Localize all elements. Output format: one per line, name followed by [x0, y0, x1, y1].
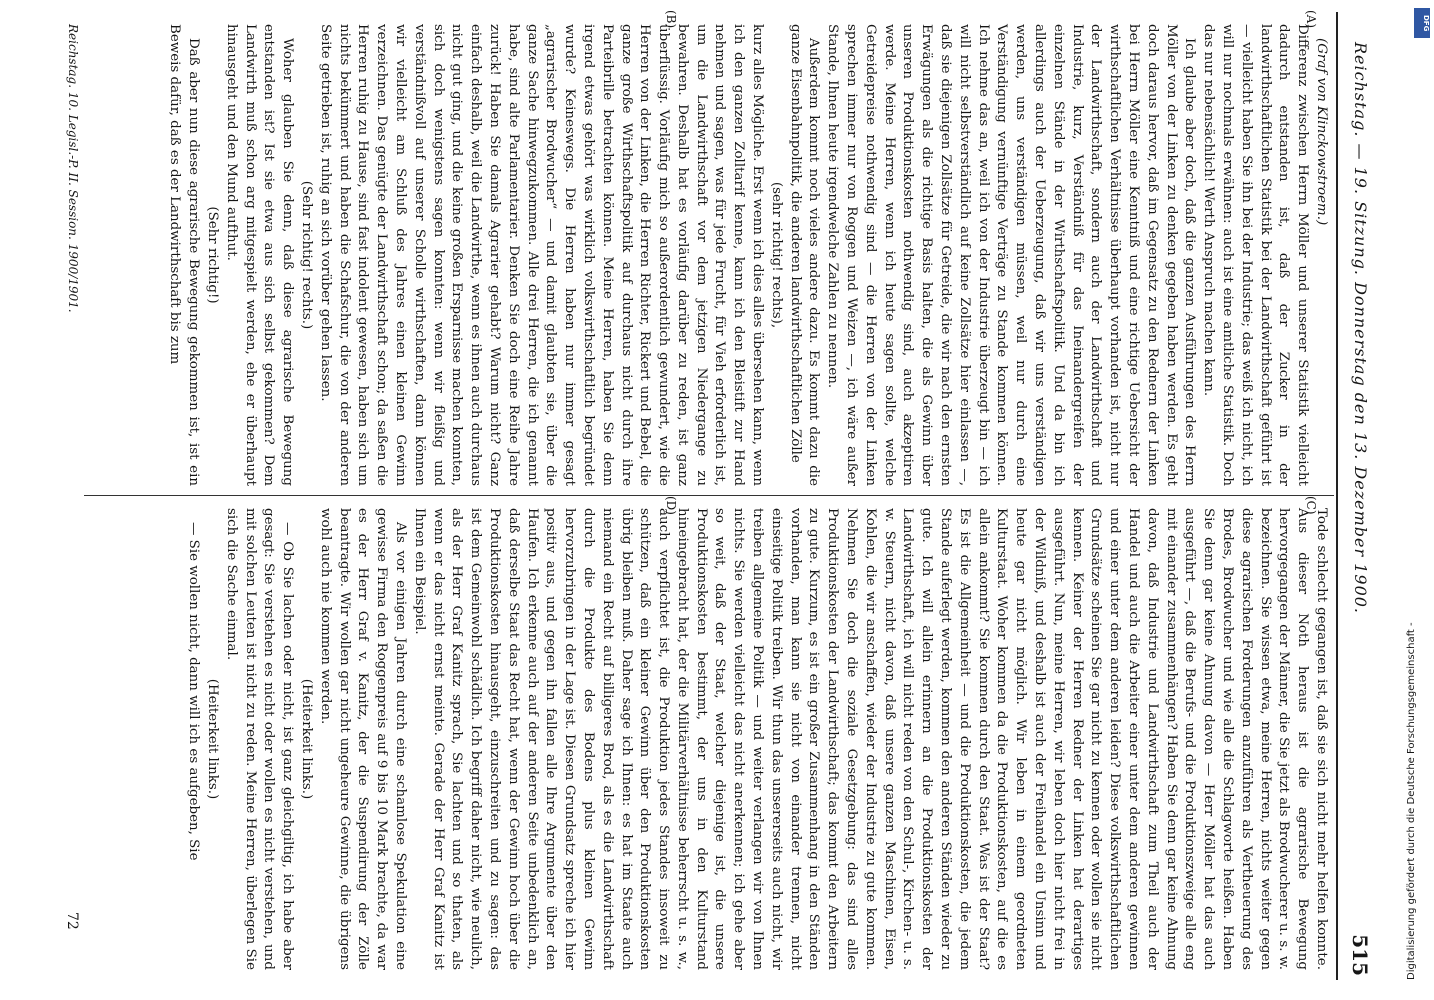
- footer-session-info: Reichstag. 10. Legisl.-P. II. Session. 1900/1901.: [66, 24, 80, 313]
- paragraph: Als vor einigen Jahren durch eine schamlose Spekulation eine gewisse Firma den Roggenpreis auf 9 bis 10 Mark brachte, da war es der Herr Graf v. Kanitz, der die Suspendirung der Zölle beantragte. Wir wollen gar nicht ungeheure Gewinne, die übrigens wohl auch nie kommen werden.: [317, 508, 408, 970]
- interjection: (Heiterkeit links.): [298, 678, 314, 800]
- paragraph: Differenz zwischen Herrn Möller und unserer Statistik vielleicht dadurch entstanden ist, daß der Zucker in der landwirthschaftlichen Statistik bei der Landwirthschaft geführt ist — vielleicht haben Sie ihn bei der Industrie; das weiß ich nicht, ich will nur nochmals erwähnen: auch ist eine amtliche Statistik. Doch das nur nebensächlich! Werth Anspruch machen kann.: [1201, 24, 1311, 486]
- margin-mark-c: (C): [1304, 496, 1318, 515]
- margin-mark-b: (B): [664, 10, 678, 29]
- right-column: [183, 508, 1330, 970]
- interjection: (sehr richtig! rechts),: [768, 181, 784, 329]
- dfg-credit-line: Digitalisierung gefördert durch die Deutsche Forschungsgemeinschaft -: [1406, 622, 1417, 980]
- paragraph: kurz alles Mögliche. Erst wenn ich dies alles übersehen kann, wenn ich den ganzen Zolltarif kenne, kann ich den Bleistift zur Hand nehmen und sagen, was für jede Frucht, für Vieh erforderlich ist, um die Landwirthschaft vor dem jetzigen Niedergange zu bewahren. Deshalb hat es vorläufig darüber zu reden, ist ganz überflüssig. Vorläufig mich so außerordentlich gewundert, wie die Herren von der Linken, die Herren Richter, Rickert und Bebel, die ganze große Wirthschaftspolitik auf durchaus nicht durch ihre Parteibrille betrachten können. Meine Herren, haben Sie denn irgend etwas gehört was wirklich volkswirthschaftlich begründet wurde? Keineswegs. Die Herren haben nur immer gesagt „agrarischer Brodwucher“ — und damit glaubten sie, über die ganze Sache hinwegzukommen. Alle drei Herren, die ich genannt habe, sind alte Parlamentarier. Denken Sie doch eine Reihe Jahre zurück! Haben Sie damals Agrarier gehabt? Warum nicht? Ganz einfach deshalb, weil die Landwirthe, wenn es ihnen auch durchaus nicht gut ging, und die keine großen Ersparnisse machen konnten, sich doch wenigstens sagen konnten: wenn wir fleißig und verständnißvoll auf unserer Scholle wirthschaften, dann können wir vielleicht am Schluß des Jahres einen kleinen Gewinn verzeichnen. Das genügte der Landwirthschaft schon; da saßen die Herren ruhig zu Hause, sind fast indolent gewesen, haben sich um nichts bekümmert und haben die Schafschur, die von der anderen Seite getrieben ist, ruhig an sich vorüber gehen lassen.: [317, 24, 766, 486]
- rotated-page-content: [33, 12, 1378, 980]
- paragraph: Woher glauben Sie denn, daß diese agrarische Bewegung entstanden ist? Ist sie etwa aus sich selbst gekommen? Dem Landwirth muß schon arg mitgespielt werden, ehe er überhaupt hinausgeht und den Mund aufthut.: [223, 24, 296, 486]
- running-head: Reichstag. — 19. Sitzung. Donnerstag den 13. Dezember 1900.: [1351, 42, 1370, 615]
- paragraph: Daß aber nun diese agrarische Bewegung gekommen ist, ist ein Beweis dafür, daß es der Landwirthschaft bis zum: [167, 24, 202, 486]
- paragraph: — Ob Sie lachen oder nicht, ist ganz gleichgiltig, ich habe aber gesagt: Sie verstehen es nicht oder wollen es nicht verstehen, und mit solchen Leuten ist nicht zu reden. Meine Herren, überlegen Sie sich die Sache einmal.: [223, 508, 296, 970]
- dfg-logo: DFG: [1414, 8, 1430, 38]
- interjection: (Heiterkeit links.): [204, 678, 220, 800]
- signature-number: 72: [64, 912, 80, 930]
- speaker-label: (Graf von Klinckowstroem.): [1314, 38, 1329, 226]
- margin-mark-a: (A): [1304, 10, 1318, 29]
- left-column: [165, 24, 1330, 486]
- page-number: 515: [1348, 934, 1372, 976]
- margin-mark-d: (D): [664, 496, 678, 515]
- paragraph: Ich glaube aber doch, daß die ganzen Ausführungen des Herrn Möller von der Linken zu denken gegeben haben werden. Es geht doch daraus hervor, daß im Gegensatz zu den Rednern der Linken bei Herrn Möller eine Kenntniß und eine richtige Uebersicht der wirthschaftlichen Verhältnisse überhaupt vorhanden ist, nicht nur der Landwirthschaft, sondern auch der Landwirthschaft und Industrie, kurz, Verständniß für das Ineinandergreifen der einzelnen Stände in der Wirthschaftspolitik. Und da bin ich allerdings auch der Ueberzeugung, daß wir uns verständigen werden, uns verständigen müssen, weil nur durch eine Verständigung vernünftige Verträge zu Stande kommen können. Ich nehme das an, weil ich von der Industrie überzeugt bin — ich will nicht selbstverständlich auf keine Zollsätze hier einlassen —, daß sie diejenigen Zollsätze für Getreide, die wir nach den ernsten Erwägungen als die richtige Basis halten, die als Gewinn über unseren Produktionskosten nothwendig sind, auch akzeptiren werde. Meine Herren, wenn ich heute sagen sollte, welche Getreidepreise nothwendig sind — die Herren von der Linken sprechen immer nur von Roggen und Weizen —, ich wäre außer Stande, Ihnen heute irgendwelche Zahlen zu nennen.: [825, 24, 1198, 486]
- header-rule: [1336, 12, 1338, 980]
- paragraph: — Sie wollen nicht, dann will ich es aufgeben, Sie: [186, 522, 202, 861]
- paragraph: Tode schlecht gegangen ist, daß sie sich nicht mehr helfen konnte. Aus dieser Noth heraus ist die agrarische Bewegung hervorgegangen der Männer, die Sie jetzt als Brodwucherer u. s. w. bezeichnen. Sie wissen etwa, meine Herren, nichts weiter gegen diese agrarischen Forderungen anzuführen als Vertheuerung des Brodes, Brodwucher und wie alle die Schlagworte heißen. Haben Sie denn gar keine Ahnung davon — Herr Möller hat das auch ausgeführt —, daß die Berufs- und die Produktionszweige alle eng mit einander zusammenhängen? Haben Sie denn gar keine Ahnung davon, daß Industrie und Landwirthschaft zum Theil auch der Handel und auch die Arbeiter einer unter dem anderen gewinnen und einer unter dem anderen leiden? Diese volkswirthschaftlichen Grundsätze scheinen Sie gar nicht zu kennen oder wollen sie nicht kennen. Keiner der Herren Redner der Linken hat derartiges ausgeführt. Nun, meine Herren, wir leben doch hier nicht frei in der Wildniß, und deshalb ist auch der Freihandel ein Unsinn und heute gar nicht möglich. Wir leben in einem geordneten Kulturstaat. Woher kommen da die Produktionskosten, auf die es allein ankommt? Sie kommen durch den Staat. Was ist der Staat? Es ist die Allgemeinheit — und die Produktionskosten, die jedem Stande auferlegt werden, kommen den anderen Ständen wieder zu gute. Ich will allein erinnern an die Produktionskosten der Landwirthschaft, ich will nicht reden von den Schul-, Kirchen- u. s. w. Steuern, nicht davon, daß unsere ganzen Maschinen, Eisen, Kohlen, die wir anschaffen, wieder der Industrie zu gute kommen. Nehmen Sie doch die soziale Gesetzgebung: das sind alles Produktionskosten der Landwirthschaft; das kommt den Arbeitern zu gute. Kurzum, es ist ein großer Zusammenhang in den Ständen vorhanden, man kann sie nicht von einander trennen, nicht einseitige Politik treiben. Wir thun das unsererseits auch nicht, wir treiben allgemeine Politik — und weiter verlangen wir von Ihnen nichts. Sie werden vielleicht das nicht anerkennen; ich gehe aber so weit, daß der Staat, welcher diejenige ist, die unsere Produktionskosten bestimmt, der uns in den Kulturstand hineingebracht hat, der die Militärverhältnisse beherrscht u. s. w., auch verpflichtet ist, die Produktion jedes Standes insoweit zu schützen, daß ein kleiner Gewinn über den Produktionskosten übrig bleiben muß. Daher sage ich Ihnen: es hat im Staate auch niemand ein Recht auf billigeres Brod, als es die Landwirthschaft durch die Produkte des Bodens plus kleinen Gewinn hervorzubringen in der Lage ist. Diesen Grundsatz spreche ich hier positiv aus, und gegen ihn fallen alle Ihre Argumente über den Haufen. Ich erkenne auch auf der anderen Seite unbedenklich an, daß derselbe Staat das Recht hat, wenn der Gewinn hoch über die Produktionskosten hinausgeht, einzuschreiten und zu sagen: das ist dem Gemeinwohl schädlich. Ich begriff daher nicht, wie neulich, als der Herr Graf Kanitz sprach, Sie lachten und so thaten, als wenn er das nicht ernst meinte. Gerade der Herr Graf Kanitz ist Ihnen ein Beispiel.: [411, 508, 1329, 970]
- paragraph: Außerdem kommt noch vieles andere dazu. Es kommt dazu die ganze Eisenbahnpolitik, die anderen landwirthschaftlichen Zölle: [787, 24, 822, 486]
- interjection: (Sehr richtig! rechts.): [298, 180, 314, 330]
- column-divider: [84, 495, 1334, 496]
- page-header: [1338, 12, 1378, 980]
- interjection: (Sehr richtig!): [204, 206, 220, 304]
